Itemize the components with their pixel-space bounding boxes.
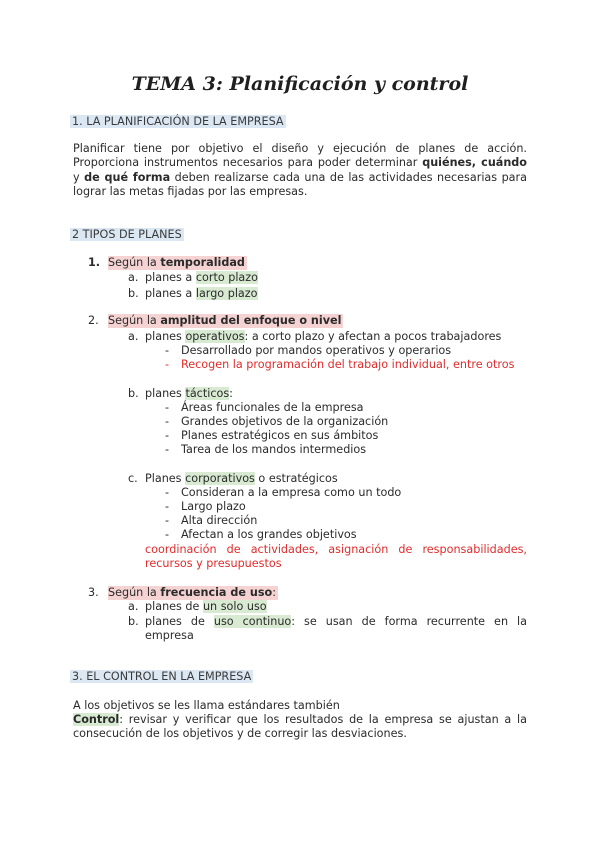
section-3-line-2: Control: revisar y verificar que los resultados de la empresa se ajustan a la [73, 713, 527, 726]
dash-bullet: - [165, 344, 170, 357]
item-2-b-text: planes tácticos: [145, 387, 233, 400]
item-3-b-marker: b. [128, 615, 139, 628]
item-2-c-note-line-2: recursos y presupuestos [145, 557, 282, 570]
section-1-paragraph-line-4: lograr las metas fijadas por las empresas. [73, 185, 308, 198]
section-3-line-1: A los objetivos se les llama estándares también [73, 699, 340, 712]
item-2-b-detail-2: Grandes objetivos de la organización [181, 415, 389, 428]
section-1-paragraph-line-1: Planificar tiene por objetivo el diseño y ejecución de planes de acción. [73, 142, 527, 155]
item-3-a-text: planes de un solo uso [145, 600, 267, 613]
item-2-number: 2. [88, 314, 99, 327]
item-3-a-marker: a. [128, 600, 139, 613]
item-2-c-text: Planes corporativos o estratégicos [145, 472, 338, 485]
dash-bullet: - [165, 358, 170, 371]
item-1-b-marker: b. [128, 287, 139, 300]
item-3-b-text-line-2: empresa [145, 629, 194, 642]
item-1-number: 1. [88, 256, 101, 269]
dash-bullet: - [165, 500, 170, 513]
section-2-heading: 2 TIPOS DE PLANES [72, 228, 182, 241]
item-2-c-note-line-1: coordinación de actividades, asignación de responsabilidades, [145, 543, 527, 556]
dash-bullet: - [165, 415, 170, 428]
item-2-a-detail-2: Recogen la programación del trabajo individual, entre otros [181, 358, 515, 371]
item-2-label: Según la amplitud del enfoque o nivel [108, 314, 342, 327]
item-2-c-marker: c. [128, 472, 138, 485]
item-1-label: Según la temporalidad [108, 256, 245, 269]
item-3-label: Según la frecuencia de uso: [108, 586, 276, 599]
item-2-c-detail-2: Largo plazo [181, 500, 246, 513]
item-2-c-detail-3: Alta dirección [181, 514, 258, 527]
item-1-a-marker: a. [128, 271, 139, 284]
section-1-heading: 1. LA PLANIFICACIÓN DE LA EMPRESA [72, 115, 284, 128]
item-2-b-marker: b. [128, 387, 139, 400]
item-2-c-detail-1: Consideran a la empresa como un todo [181, 486, 402, 499]
item-2-b-detail-3: Planes estratégicos en sus ámbitos [181, 429, 379, 442]
item-2-a-text: planes operativos: a corto plazo y afectan a pocos trabajadores [145, 330, 502, 343]
section-1-paragraph-line-2: Proporciona instrumentos necesarios para poder determinar quiénes, cuándo [73, 156, 527, 169]
section-3-line-3: consecución de los objetivos y de corregir las desviaciones. [73, 727, 407, 740]
dash-bullet: - [165, 401, 170, 414]
dash-bullet: - [165, 486, 170, 499]
section-1-paragraph-line-3: y de qué forma deben realizarse cada una de las actividades necesarias para [73, 171, 527, 184]
item-1-a-text: planes a corto plazo [145, 271, 259, 284]
dash-bullet: - [165, 528, 170, 541]
dash-bullet: - [165, 514, 170, 527]
item-3-b-text: planes de uso continuo: se usan de forma recurrente en la [145, 615, 528, 628]
item-1-b-text: planes a largo plazo [145, 287, 258, 300]
item-2-b-detail-4: Tarea de los mandos intermedios [181, 443, 367, 456]
item-2-a-detail-1: Desarrollado por mandos operativos y operarios [181, 344, 452, 357]
item-2-b-detail-1: Áreas funcionales de la empresa [181, 401, 364, 414]
page-title: TEMA 3: Planificación y control [131, 73, 469, 95]
item-2-c-detail-4: Afectan a los grandes objetivos [181, 528, 357, 541]
item-2-a-marker: a. [128, 330, 139, 343]
item-3-number: 3. [88, 586, 99, 599]
dash-bullet: - [165, 429, 170, 442]
dash-bullet: - [165, 443, 170, 456]
section-3-heading: 3. EL CONTROL EN LA EMPRESA [72, 670, 252, 683]
